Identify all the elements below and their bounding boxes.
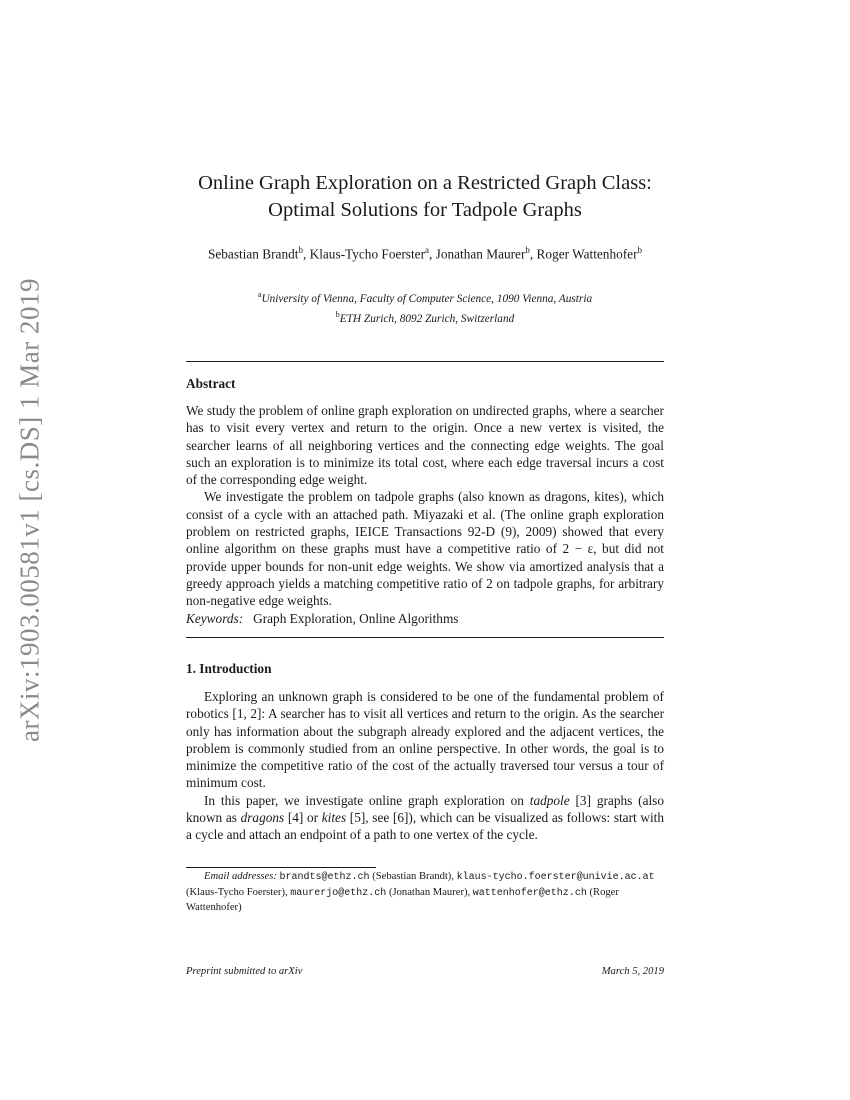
- author-name: Roger Wattenhofer: [536, 246, 638, 262]
- arxiv-sidebar: [10, 270, 50, 750]
- term-kites: kites: [321, 810, 347, 826]
- author-name: Jonathan Maurer: [435, 246, 526, 262]
- author-name: Sebastian Brandt: [207, 246, 299, 262]
- title-line-1: Online Graph Exploration on a Restricted Graph Class:: [198, 172, 652, 194]
- keywords-label: Keywords:: [186, 611, 244, 626]
- preprint-note: Preprint submitted to arXiv: [186, 966, 303, 977]
- author-list: Sebastian Brandt$^b$, Klaus-Tycho Foerster$^a$, Jonathan Maurer$^b$, Roger Wattenhofer$^b$: [207, 245, 643, 262]
- affiliation-text: ETH Zurich, 8092 Zurich, Switzerland: [339, 312, 515, 325]
- affiliation-a: [186, 287, 664, 307]
- title-line-2: Optimal Solutions for Tadpole Graphs: [268, 199, 582, 221]
- email-link[interactable]: wattenhofer@ethz.ch: [472, 887, 587, 899]
- bottom-divider: [186, 637, 664, 638]
- affiliation-text: University of Vienna, Faculty of Computer Science, 1090 Vienna, Austria: [261, 292, 593, 305]
- keywords: [186, 611, 458, 627]
- text-run: [4] or: [284, 810, 322, 826]
- email-footnote: [186, 870, 664, 916]
- term-dragons: dragons: [240, 810, 285, 826]
- introduction-body: [186, 688, 664, 844]
- intro-paragraph-1: Exploring an unknown graph is considered to be one of the fundamental problem of robotics [1, 2]: A searcher has to visit all vertices and return to the origin. As the searcher only has information about the subgraph already explored and the adjacent vertices, the problem is commonly studied from an online perspective. In other words, the goal is to minimize the competitive ratio of the cost of the actually traversed tour versus a tour of minimum cost.: [186, 689, 664, 791]
- email-owner: (Sebastian Brandt),: [369, 871, 454, 882]
- email-owner: (Roger Wattenhofer): [186, 886, 619, 913]
- affiliation-b: [186, 307, 664, 327]
- arxiv-identifier: arXiv:1903.00581v1 [cs.DS] 1 Mar 2019: [14, 278, 45, 742]
- email-link[interactable]: brandts@ethz.ch: [279, 872, 370, 883]
- text-run: In this paper, we investigate online graph exploration on: [204, 792, 530, 808]
- author-mark: b: [637, 245, 643, 255]
- abstract-body: [186, 402, 664, 610]
- email-owner: (Klaus-Tycho Foerster),: [186, 886, 291, 898]
- abstract-heading: Abstract: [186, 376, 236, 391]
- email-link[interactable]: maurerjo@ethz.ch: [290, 887, 387, 899]
- email-link[interactable]: klaus-tycho.foerster@univie.ac.at: [456, 872, 655, 883]
- term-tadpole: tadpole: [529, 792, 570, 808]
- abstract-paragraph-1: We study the problem of online graph exploration on undirected graphs, where a searcher has to visit every vertex and return to the origin. Once a new vertex is visited, the searcher learns of all neighboring vertices and the connecting edge weights. The goal such an exploration is to minimize its total cost, where each edge traversal incurs a cost of the corresponding edge weight.: [186, 403, 664, 488]
- footnote-label: Email addresses:: [204, 871, 277, 882]
- preprint-date: March 5, 2019: [601, 966, 664, 977]
- section-heading-introduction: 1. Introduction: [186, 661, 272, 676]
- affiliations: [186, 287, 664, 327]
- email-owner: (Jonathan Maurer),: [386, 886, 473, 898]
- top-divider: [186, 361, 664, 362]
- author-mark: b: [525, 245, 530, 255]
- author-mark: a: [425, 245, 429, 255]
- paper-title: [186, 170, 664, 224]
- affiliation-mark: a: [257, 290, 262, 299]
- text-run: [5], see [6]), which can be visualized as follows: start with a cycle and attach an endpoint of a path to one vertex of the cycle.: [186, 810, 665, 843]
- affiliation-mark: b: [335, 309, 340, 319]
- abstract-paragraph-2: We investigate the problem on tadpole graphs (also known as dragons, kites), which consist of a cycle with an attached path. Miyazaki et al. (The online graph exploration problem on restricted graphs, IEICE Transactions 92-D (9), 2009) showed that every online algorithm on these graphs must have a competitive ratio of 2 − ε, but did not provide upper bounds for non-unit edge weights. We show via amortized analysis that a greedy approach yields a matching competitive ratio of 2 on tadpole graphs, for arbitrary non-negative edge weights.: [186, 489, 664, 609]
- author-name: Klaus-Tycho Foerster: [309, 246, 425, 262]
- intro-paragraph-2: [186, 792, 664, 844]
- text-run: [3] graphs (also known as: [186, 792, 664, 826]
- author-mark: b: [298, 245, 303, 255]
- footnote-divider: [186, 867, 376, 868]
- keywords-value: Graph Exploration, Online Algorithms: [253, 611, 459, 626]
